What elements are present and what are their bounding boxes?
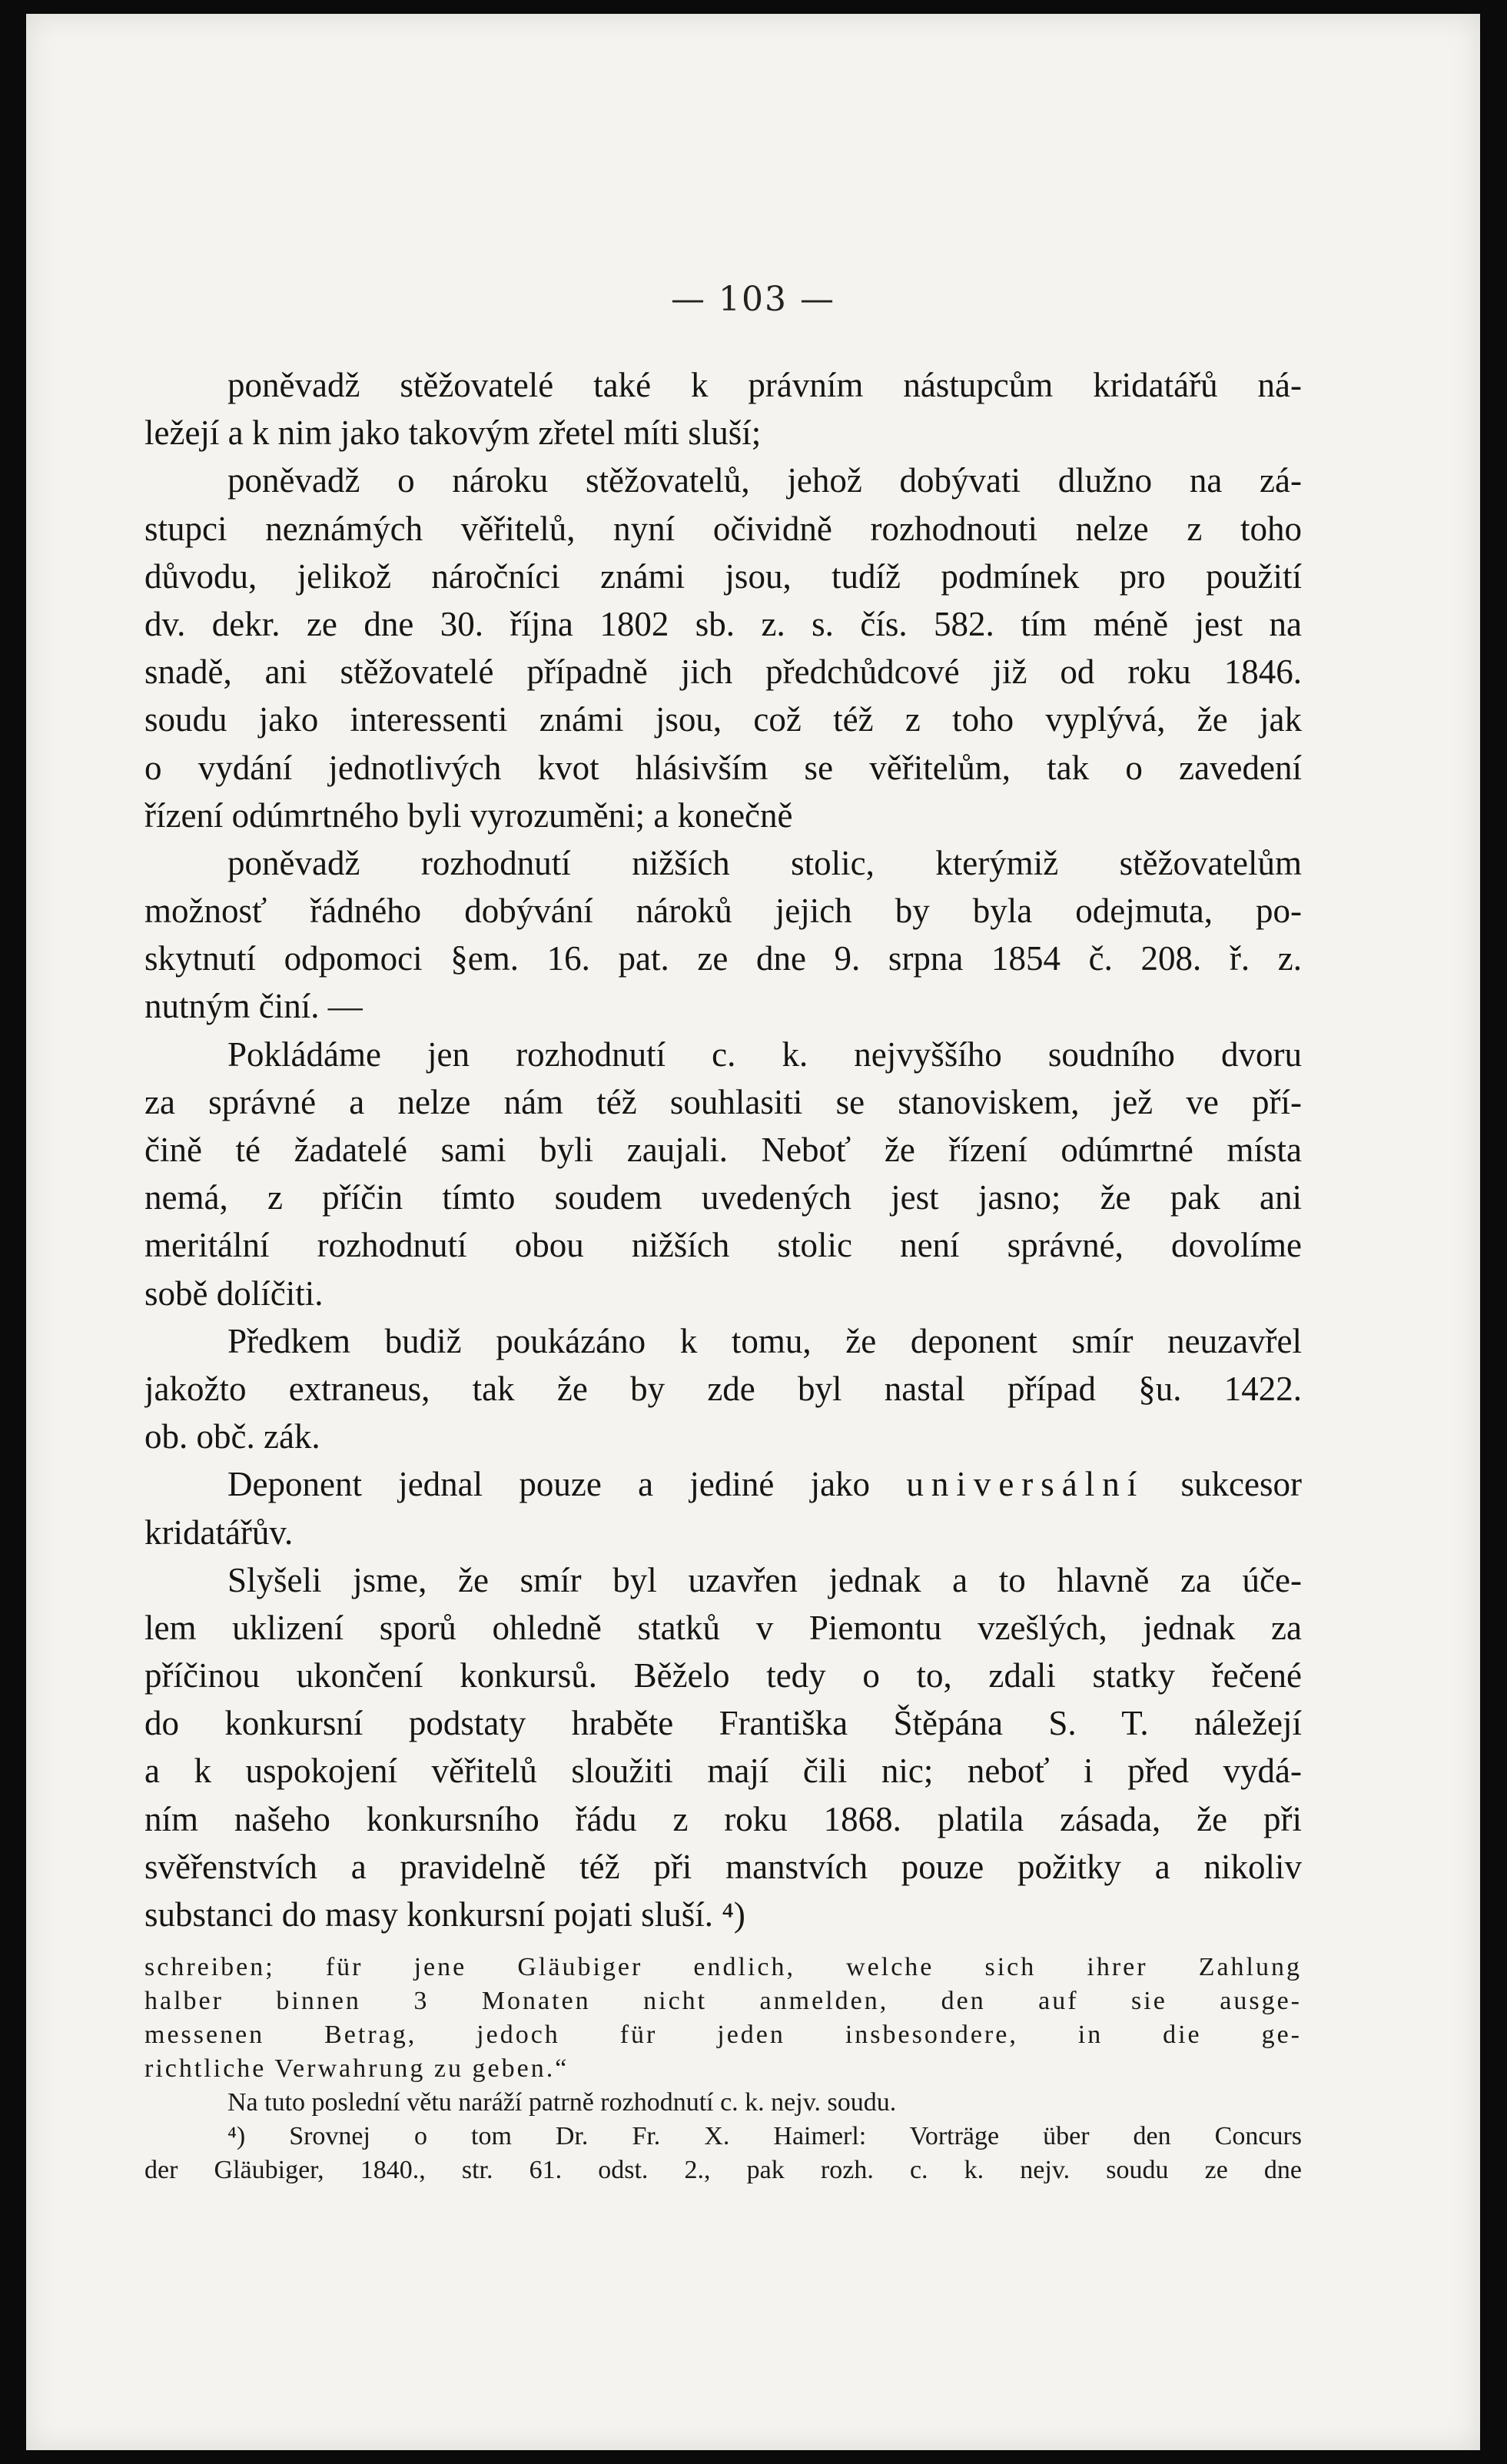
footnote-line: Na tuto poslední větu naráží patrně rozhodnutí c. k. nejv. soudu. (227, 2088, 897, 2117)
text-line: Pokládáme jen rozhodnutí c. k. nejvyššího soudního dvoru (227, 1034, 1302, 1074)
text-line: čině té žadatelé sami byli zaujali. Neboť že řízení odúmrtné místa (144, 1131, 1302, 1169)
text-line: do konkursní podstaty hraběte Františka Štěpána S. T. náležejí (144, 1704, 1302, 1743)
text-line: nutným činí. — (144, 987, 363, 1026)
text-line: poněvadž o nároku stěžovatelů, jehož dobývati dlužno na zá- (227, 461, 1302, 500)
text-line: nemá, z příčin tímto soudem uvedených jest jasno; že pak ani (144, 1178, 1302, 1217)
text-line: soudu jako interessenti známi jsou, což též z toho vyplývá, že jak (144, 700, 1302, 739)
spaced-emphasis: universální (906, 1465, 1145, 1504)
main-text (144, 361, 1302, 1938)
text-line: a k uspokojení věřitelů sloužiti mají čili nic; neboť i před vydá- (144, 1752, 1302, 1791)
text-line: příčinou ukončení konkursů. Běželo tedy o to, zdali statky řečené (144, 1656, 1302, 1695)
text-line: ležejí a k nim jako takovým zřetel míti sluší; (144, 413, 762, 453)
text-segment: sukcesor (1180, 1465, 1302, 1504)
text-line: jakožto extraneus, tak že by zde byl nastal případ §u. 1422. (144, 1369, 1302, 1408)
text-line: poněvadž rozhodnutí nižších stolic, kterýmiž stěžovatelům (227, 843, 1302, 882)
text-line: důvodu, jelikož náročníci známi jsou, tudíž podmínek pro použití (144, 556, 1302, 596)
text-line: meritální rozhodnutí obou nižších stolic není správné, dovolíme (144, 1226, 1302, 1265)
footnote-line: halber binnen 3 Monaten nicht anmelden, den auf sie ausge- (144, 1987, 1302, 2015)
text-line: skytnutí odpomoci §em. 16. pat. ze dne 9. srpna 1854 č. 208. ř. z. (144, 939, 1302, 978)
text-line: o vydání jednotlivých kvot hlásivším se věřitelům, tak o zavedení (144, 748, 1302, 787)
footnotes (144, 1951, 1302, 2187)
text-line: za správné a nelze nám též souhlasiti se stanoviskem, jež ve pří- (144, 1082, 1302, 1121)
text-line: ním našeho konkursního řádu z roku 1868. platila zásada, že při (144, 1799, 1302, 1838)
footnote-line: schreiben; für jene Gläubiger endlich, welche sich ihrer Zahlung (144, 1953, 1302, 1981)
text-line: substanci do masy konkursní pojati sluší. ⁴) (144, 1895, 745, 1934)
text-line: kridatářův. (144, 1513, 294, 1552)
text-line: sobě dolíčiti. (144, 1274, 324, 1313)
footnote-line: der Gläubiger, 1840., str. 61. odst. 2., pak rozh. c. k. nejv. soudu ze dne (144, 2156, 1302, 2184)
footnote-line: richtliche Verwahrung zu geben.“ (144, 2054, 569, 2083)
footnote-line: messenen Betrag, jedoch für jeden insbesondere, in die ge- (144, 2021, 1302, 2049)
text-line: dv. dekr. ze dne 30. října 1802 sb. z. s. čís. 582. tím méně jest na (144, 604, 1302, 643)
page-number: — 103 — (671, 280, 835, 319)
footnote-line: ⁴) Srovnej o tom Dr. Fr. X. Haimerl: Vorträge über den Concurs (227, 2122, 1302, 2150)
text-line: řízení odúmrtného byli vyrozuměni; a konečně (144, 795, 793, 835)
text-line: ob. obč. zák. (144, 1417, 320, 1456)
text-line: poněvadž stěžovatelé také k právním nástupcům kridatářů ná- (227, 366, 1302, 404)
text-segment: Deponent jednal pouze a jediné jako (227, 1465, 871, 1504)
text-line: svěřenstvích a pravidelně též při manstvích pouze požitky a nikoliv (144, 1847, 1302, 1886)
text-line: lem uklizení sporů ohledně statků v Piemontu vzešlých, jednak za (144, 1608, 1302, 1647)
text-line: snadě, ani stěžovatelé případně jich předchůdcové již od roku 1846. (144, 653, 1302, 692)
text-line: možnosť řádného dobývání nároků jejich by byla odejmuta, po- (144, 892, 1302, 931)
text-line: Předkem budiž poukázáno k tomu, že deponent smír neuzavřel (227, 1321, 1302, 1360)
book-page (26, 14, 1480, 2450)
text-line: Slyšeli jsme, že smír byl uzavřen jednak a to hlavně za úče- (227, 1560, 1302, 1599)
text-line (144, 1460, 1302, 1508)
text-line: stupci neznámých věřitelů, nyní očividně rozhodnouti nelze z toho (144, 509, 1302, 548)
